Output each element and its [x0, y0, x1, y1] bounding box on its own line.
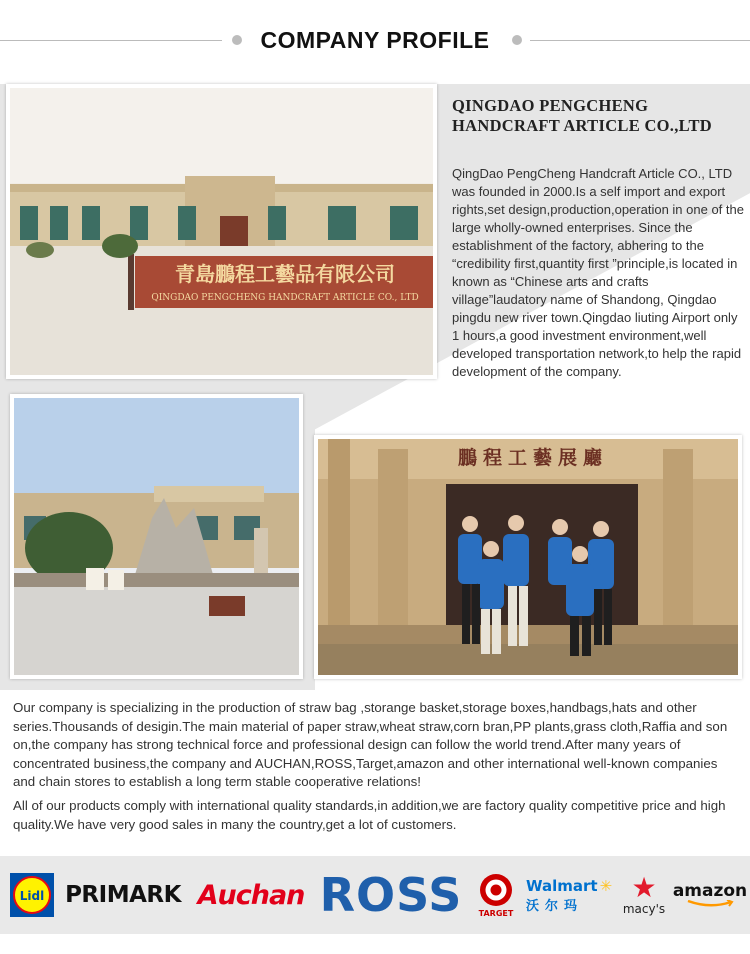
company-name-line2: HANDCRAFT ARTICLE CO.,LTD [452, 116, 712, 135]
rockery-building-photo [10, 394, 303, 679]
business-paragraph: Our company is specializing in the production of straw bag ,storange basket,storage boxes,handbags,hats and other series.Thousands of desigin.The main material of paper straw,wheat straw,corn bran,PP plants,grass cloth,Raffia and son on,the company has strong technical force and professional design can follow the world trend.After many years of concentrated business,the company and AUCHAN,ROSS,Target,amazon and other international well-known companies and chain stores to establish a long term stable cooperative relations! [13, 700, 728, 790]
exhibition-hall-staff-photo [314, 435, 742, 679]
macys-star-icon: ★ [631, 872, 657, 903]
ross-logo [316, 856, 466, 934]
macys-logo-text: macy's [622, 902, 666, 916]
company-name [452, 96, 744, 136]
target-logo-text: TARGET [478, 908, 514, 918]
company-description: QingDao PengCheng Handcraft Article CO., LTD was founded in 2000.Is a self import and export rights,set design,production,operation in one of the large wholly-owned enterprises. Since the establishment of the factory, abhering to the “credibility first,quantity first ”principle,is located in known as “Chinese arts and crafts village”laudatory name of Shandong, Qingdao pingdu new river town.Qingdao liuting Airport only 1 hours,a good investment environment,well developed transportation network,to help the rapid development of the company. [452, 166, 744, 379]
auchan-logo-text: Auchan [197, 879, 305, 911]
walmart-chinese-text: 沃尔玛 [526, 898, 584, 914]
walmart-spark-icon: ✳ [599, 877, 613, 895]
factory-gate-photo [6, 84, 437, 379]
header-rule-right [530, 40, 750, 41]
hall-sign-chinese: 鵬程工藝展廳 [457, 447, 609, 469]
amazon-logo [674, 856, 746, 934]
amazon-logo-text: amazon [672, 881, 748, 901]
quality-paragraph: All of our products comply with international quality standards,in addition,we are factory quality competitive price and high quality.We have very good sales in many the country,get a lot of customers. [13, 798, 726, 832]
amazon-smile-icon [685, 900, 735, 908]
primark-logo [64, 856, 182, 934]
target-logo [472, 856, 520, 934]
walmart-logo-text: Walmart [526, 876, 598, 895]
walmart-logo [526, 856, 618, 934]
page-title: COMPANY PROFILE [260, 27, 490, 53]
company-name-line1: QINGDAO PENGCHENG [452, 96, 649, 115]
gate-sign-english: QINGDAO PENGCHENG HANDCRAFT ARTICLE CO., LTD [151, 293, 419, 303]
primark-logo-text: PRIMARK [65, 882, 181, 908]
macys-logo [618, 856, 670, 934]
header-dot-right [512, 35, 522, 45]
auchan-logo [190, 856, 312, 934]
lidl-logo [8, 856, 56, 934]
gate-sign-chinese: 青島鵬程工藝品有限公司 [175, 262, 395, 286]
ross-logo-text: ROSS [319, 868, 463, 922]
target-bullseye-icon [479, 873, 513, 907]
partner-brands-strip [0, 856, 750, 934]
lidl-logo-text: Lidl [19, 889, 45, 903]
